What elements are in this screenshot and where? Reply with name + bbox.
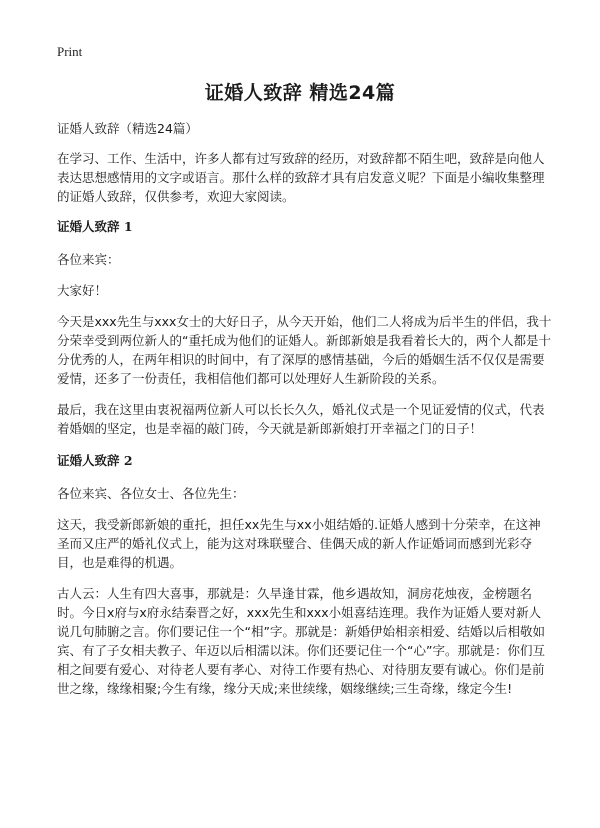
section-2-paragraph: 各位来宾、各位女士、各位先生： [57,486,245,501]
section-heading-2: 证婚人致辞 2 [57,453,133,468]
section-2-paragraph: 这天，我受新郎新娘的重托，担任xx先生与xx小姐结婚的.证婚人感到十分荣幸，在这神圣而又庄严的婚礼仪式上，能为这对珠联璧合、佳偶天成的新人作证婚词而感到光彩夺目，也是难得的机遇。 [57,517,541,570]
section-1-paragraph: 各位来宾： [57,252,120,267]
document-title: 证婚人致辞 精选24篇 [204,82,396,104]
section-2-paragraph: 古人云：人生有四大喜事，那就是：久旱逢甘霖，他乡遇故知，洞房花烛夜，金榜题名时。今日x府与x府永结秦晋之好，xxx先生和xxx小姐喜结连理。我作为证婚人要对新人说几句肺腑之言。你们要记住一个“相”字。那就是：新婚伊始相亲相爱、结婚以后相敬如宾、有了子女相夫教子、年迈以后相濡以沫。你们还要记住一个“心”字。那就是：你们互相之间要有爱心、对待老人要有孝心、对待工作要有热心、对待朋友要有诚心。你们是前世之缘，缘缘相聚;今生有缘，缘分天成;来世续缘，姻缘继续;三生奇缘，缘定今生! [57,586,545,696]
section-1-paragraph: 大家好！ [57,283,108,298]
section-1-paragraph: 最后，我在这里由衷祝福两位新人可以长长久久，婚礼仪式是一个见证爱情的仪式，代表着婚姻的坚定，也是幸福的敲门砖，今天就是新郎新娘打开幸福之门的日子！ [57,402,545,436]
intro-paragraph: 在学习、工作、生活中，许多人都有过写致辞的经历，对致辞都不陌生吧，致辞是向他人表达思想感情用的文字或语言。那什么样的致辞才具有启发意义呢？下面是小编收集整理的证婚人致辞，仅供参考，欢迎大家阅读。 [57,151,545,204]
print-link[interactable]: Print [57,44,83,59]
document-subtitle: 证婚人致辞（精选24篇） [57,121,198,136]
section-1-paragraph: 今天是xxx先生与xxx女士的大好日子，从今天开始，他们二人将成为后半生的伴侣，我十分荣幸受到两位新人的“重托成为他们的证婚人。新郎新娘是我看着长大的，两个人都是十分优秀的人，在两年相识的时间中，有了深厚的感情基础，今后的婚姻生活不仅仅是需要爱情，还多了一份责任，我相信他们都可以处理好人生新阶段的关系。 [57,314,552,386]
document-body [57,120,553,710]
section-heading-1: 证婚人致辞 1 [57,219,133,234]
